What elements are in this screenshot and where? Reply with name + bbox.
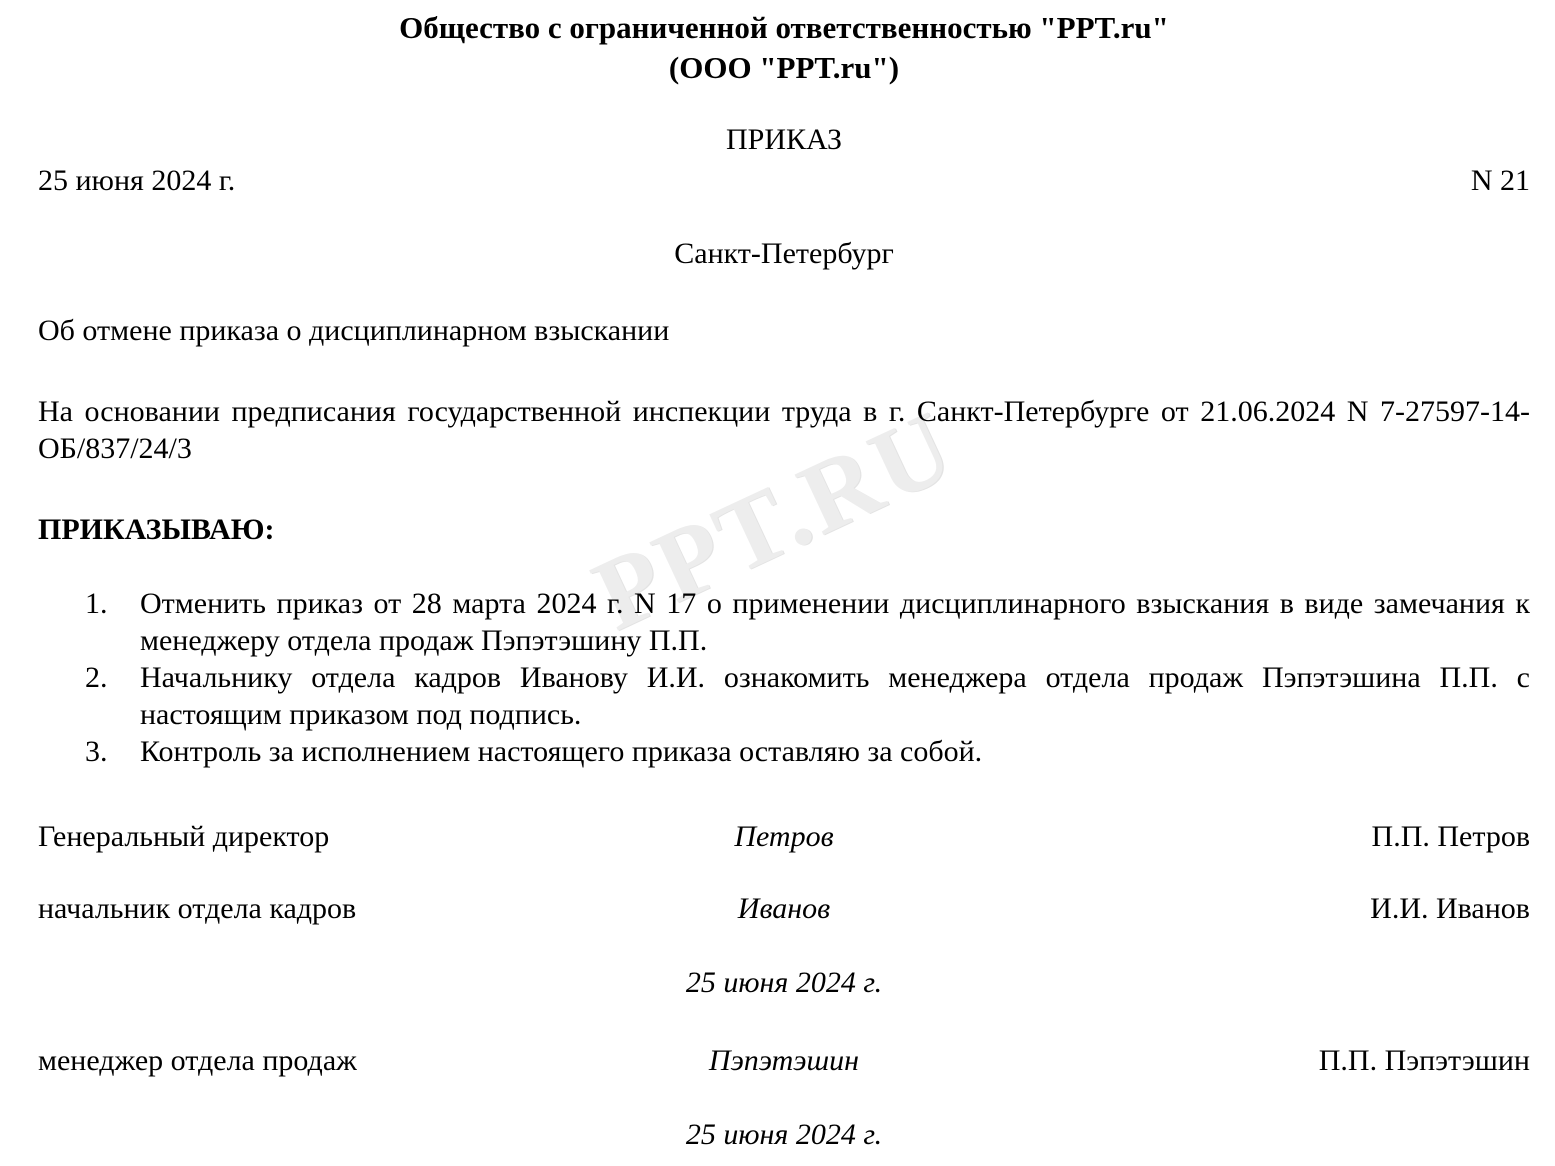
document-type-title: ПРИКАЗ — [726, 123, 842, 156]
watermark-text: PPT.RU — [577, 388, 972, 653]
signature-date-sales-manager: 25 июня 2024 г. — [685, 1118, 883, 1151]
position-label: начальник отдела кадров — [38, 892, 357, 925]
signature-date-hr-chief: 25 июня 2024 г. — [685, 966, 883, 999]
handwritten-signature: Пэпэтэшин — [708, 1044, 860, 1077]
signatory-name: П.П. Пэпэтэшин — [1318, 1044, 1530, 1077]
company-name-line1: Общество с ограниченной ответственностью "PPT.ru" — [399, 10, 1169, 45]
order-item-1: Отменить приказ от 28 марта 2024 г. N 17 о применении дисциплинарного взыскания в виде замечания к менеджеру отдела продаж Пэпэтэшину П.П. — [140, 587, 1530, 657]
order-items-list — [38, 585, 1530, 770]
position-label: менеджер отдела продаж — [38, 1044, 357, 1077]
signatory-name: П.П. Петров — [1371, 820, 1530, 853]
handwritten-signature: Петров — [734, 820, 834, 853]
document-city: Санкт-Петербург — [674, 237, 894, 270]
signature-row-hr-chief — [38, 890, 1530, 927]
signature-row-sales-manager — [38, 1042, 1530, 1079]
order-item-2: Начальнику отдела кадров Иванову И.И. ознакомить менеджера отдела продаж Пэпэтэшина П.П. с настоящим приказом под подпись. — [140, 661, 1530, 731]
document-number: N 21 — [1470, 164, 1530, 197]
company-header — [38, 8, 1530, 88]
order-item-3: Контроль за исполнением настоящего приказа оставляю за собой. — [140, 735, 983, 768]
company-name-line2: (ООО "PPT.ru") — [668, 50, 900, 85]
basis-paragraph: На основании предписания государственной инспекции труда в г. Санкт-Петербурге от 21.06.2024 N 7-27597-14-ОБ/837/24/3 — [38, 395, 1530, 465]
order-keyword: ПРИКАЗЫВАЮ: — [38, 513, 275, 546]
document-date: 25 июня 2024 г. — [38, 164, 236, 197]
signatory-name: И.И. Иванов — [1370, 892, 1530, 925]
date-number-row — [38, 162, 1530, 199]
handwritten-signature: Иванов — [737, 892, 831, 925]
subject-line: Об отмене приказа о дисциплинарном взыскании — [38, 314, 670, 347]
signature-row-director — [38, 818, 1530, 855]
position-label: Генеральный директор — [38, 820, 330, 853]
